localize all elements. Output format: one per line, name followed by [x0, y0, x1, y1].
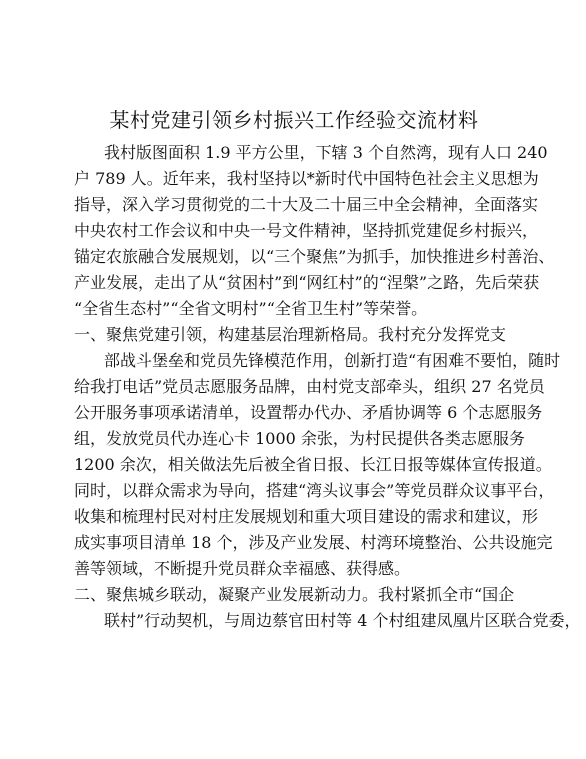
paragraph-line: 1200 余次，相关做法先后被全省日报、长江日报等媒体宣传报道。 [74, 455, 552, 474]
paragraph-line: 善等领域，不断提升党员群众幸福感、获得感。 [74, 559, 411, 578]
paragraph-line: 我村版图面积 1.9 平方公里，下辖 3 个自然湾，现有人口 240 [104, 143, 548, 162]
paragraph-line: 中央农村工作会议和中央一号文件精神，坚持抓党建促乡村振兴， [74, 221, 539, 240]
paragraph-line: 一、聚焦党建引领，构建基层治理新格局。我村充分发挥党支 [74, 325, 507, 344]
paragraph-line: 二、聚焦城乡联动，凝聚产业发展新动力。我村紧抓全市“国企 [74, 585, 515, 604]
paragraph-line: 收集和梳理村民对村庄发展规划和重大项目建设的需求和建议，形 [74, 507, 539, 526]
paragraph-line: 成实事项目清单 18 个，涉及产业发展、村湾环境整治、公共设施完 [74, 533, 553, 552]
paragraph-line: 产业发展，走出了从“贫困村”到“网红村”的“涅槃”之路，先后荣获 [74, 273, 540, 292]
paragraph-line: 联村”行动契机，与周边蔡官田村等 4 个村组建凤凰片区联合党委， [104, 611, 581, 630]
paragraph-line: “全省生态村”“全省文明村”“全省卫生村”等荣誉。 [74, 299, 428, 318]
paragraph-line: 同时，以群众需求为导向，搭建“湾头议事会”等党员群众议事平台， [74, 481, 555, 500]
paragraph-line: 锚定农旅融合发展规划，以“三个聚焦”为抓手，加快推进乡村善治、 [74, 247, 555, 266]
paragraph-line: 部战斗堡垒和党员先锋模范作用，创新打造“有困难不要怕，随时 [104, 351, 561, 370]
paragraph-line: 公开服务事项承诺清单，设置帮办代办、矛盾协调等 6 个志愿服务 [74, 403, 543, 422]
paragraph-line: 指导，深入学习贯彻党的二十大及二十届三中全会精神，全面落实 [74, 195, 539, 214]
paragraph-line: 给我打电话”党员志愿服务品牌，由村党支部牵头，组织 27 名党员 [74, 377, 545, 396]
paragraph-line: 户 789 人。近年来，我村坚持以*新时代中国特色社会主义思想为 [74, 169, 539, 188]
paragraph-line: 组，发放党员代办连心卡 1000 余张，为村民提供各类志愿服务 [74, 429, 525, 448]
document-title: 某村党建引领乡村振兴工作经验交流材料 [109, 108, 479, 132]
